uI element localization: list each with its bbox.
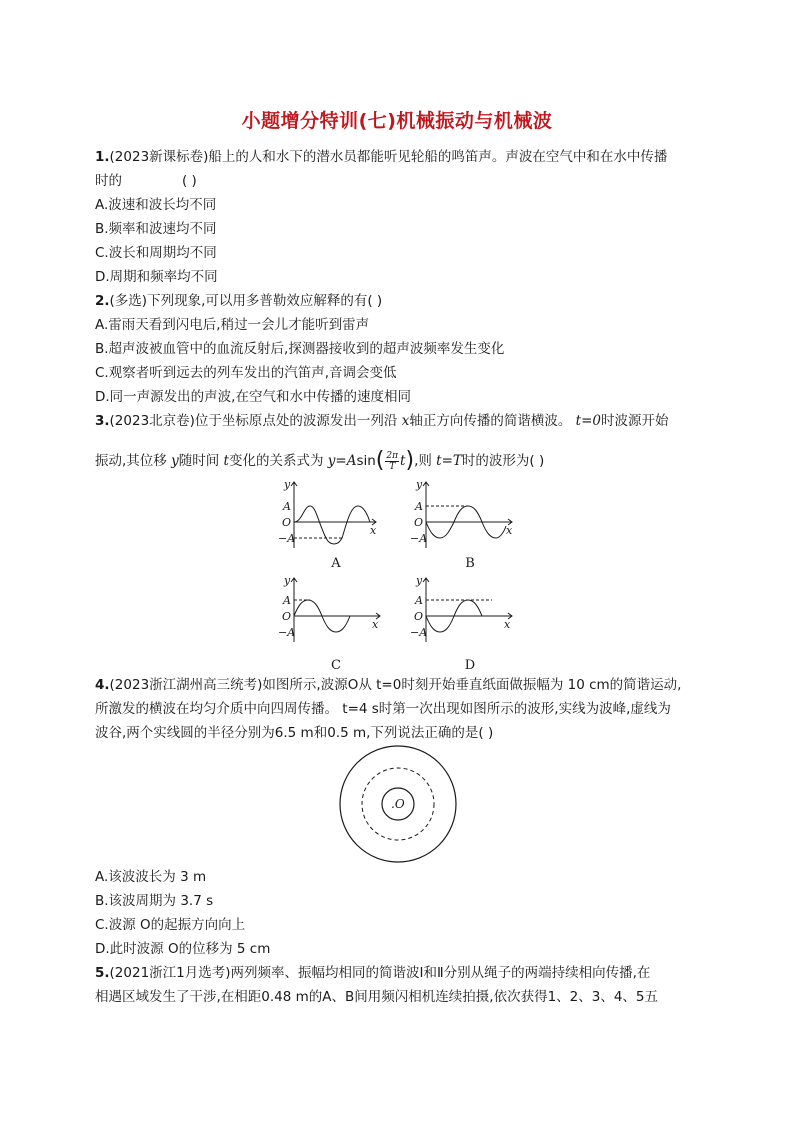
q3-graph-a — [272, 476, 392, 560]
q1-stem-b: 时的 — [95, 173, 122, 189]
q1-answer-blank: ( ) — [182, 173, 197, 189]
axis-y-label: y — [416, 478, 423, 491]
q3-formula-t: t — [400, 453, 406, 469]
amplitude-label: A — [415, 500, 423, 513]
q5-stem-line1 — [95, 964, 650, 982]
q3-var-t0: t=0 — [575, 413, 601, 429]
q3-var-x: x — [401, 413, 410, 429]
q4-option-b: B.该波周期为 3.7 s — [95, 893, 214, 909]
q1-stem-a: (2023新课标卷)船上的人和水下的潜水员都能听见轮船的鸣笛声。声波在空气中和在水中传播 — [109, 149, 668, 165]
q3-stem-line1 — [95, 412, 668, 430]
q3-formula: y=Asin( $\frac{2\pi}{T}$ t) — [327, 448, 415, 473]
q1-option-a: A.波速和波长均不同 — [95, 197, 217, 213]
q3-text: ,则 — [414, 453, 432, 469]
q3-text: 随时间 — [178, 453, 220, 469]
q1-option-d: D.周期和频率均不同 — [95, 269, 218, 285]
axis-y-label: y — [284, 478, 291, 491]
q1-number: 1. — [95, 149, 110, 165]
q3-stem-line2 — [95, 447, 544, 475]
q1-option-c: C.波长和周期均不同 — [95, 245, 217, 261]
neg-amplitude-label: −A — [278, 626, 296, 639]
axis-x-label: x — [372, 618, 379, 631]
q3-text: 时波源开始 — [600, 413, 669, 429]
q3-graph-c — [272, 572, 392, 656]
q3-text: (2023北京卷)位于坐标原点处的波源发出一列沿 — [109, 413, 398, 429]
page-title: 小题增分特训(七)机械振动与机械波 — [241, 110, 553, 132]
q4-stem-line1 — [95, 676, 681, 694]
q4-option-c: C.波源 O的起振方向向上 — [95, 917, 246, 933]
origin-label: O — [282, 610, 292, 623]
q4-wave-diagram — [336, 744, 460, 868]
q2-stem — [95, 292, 382, 310]
q4-number: 4. — [95, 677, 110, 693]
q3-var-y: y — [171, 453, 179, 469]
neg-amplitude-label: −A — [410, 626, 428, 639]
q3-caption-d: D — [464, 658, 476, 673]
axis-y-label: y — [284, 574, 291, 587]
q3-text: 轴正方向传播的简谐横波。 — [409, 413, 572, 429]
q3-text: 时的波形为( ) — [461, 453, 545, 469]
q1-stem-line2 — [95, 172, 197, 190]
q3-var-t: t — [223, 453, 229, 469]
q3-graph-b — [404, 476, 524, 560]
axis-x-label: x — [504, 618, 511, 631]
q3-number: 3. — [95, 413, 110, 429]
origin-label: O — [414, 516, 424, 529]
axis-x-label: x — [370, 524, 377, 537]
q4-option-a: A.该波波长为 3 m — [95, 869, 207, 885]
q2-option-a: A.雷雨天看到闪电后,稍过一会儿才能听到雷声 — [95, 317, 370, 333]
q3-frac-num: 2π — [386, 450, 399, 461]
q1-stem-line1 — [95, 148, 667, 166]
q3-formula-left: y=A — [327, 453, 357, 469]
q2-option-d: D.同一声源发出的声波,在空气和水中传播的速度相同 — [95, 389, 411, 405]
q3-var-tT: t=T — [436, 453, 462, 469]
q4-option-d: D.此时波源 O的位移为 5 cm — [95, 941, 271, 957]
q3-caption-c: C — [331, 658, 341, 673]
q1-option-b: B.频率和波速均不同 — [95, 221, 217, 237]
amplitude-label: A — [283, 594, 291, 607]
q4-stem-line3: 波谷,两个实线圆的半径分别为6.5 m和0.5 m,下列说法正确的是( ) — [95, 725, 494, 741]
axis-y-label: y — [416, 574, 423, 587]
q3-text: 变化的关系式为 — [228, 453, 324, 469]
q2-number: 2. — [95, 293, 110, 309]
q3-caption-a: A — [331, 556, 341, 571]
amplitude-label: A — [415, 594, 423, 607]
source-o-label: .O — [391, 797, 405, 811]
q4-text: (2023浙江湖州高三统考)如图所示,波源O从 t=0时刻开始垂直纸面做振幅为 10 cm的简谐运动, — [109, 677, 682, 693]
q3-graph-d — [404, 572, 524, 656]
q5-stem-line2: 相遇区域发生了干涉,在相距0.48 m的A、B间用频闪相机连续拍摄,依次获得1、2、3、4、5五 — [95, 989, 659, 1005]
q3-formula-sin: sin — [356, 453, 376, 469]
q5-text: (2021浙江1月选考)两列频率、振幅均相同的简谐波Ⅰ和Ⅱ分别从绳子的两端持续相向传播,在 — [109, 965, 651, 981]
q3-caption-b: B — [465, 556, 475, 571]
axis-x-label: x — [506, 524, 513, 537]
q2-option-c: C.观察者听到远去的列车发出的汽笛声,音调会变低 — [95, 365, 397, 381]
q3-formula-fraction — [385, 451, 399, 472]
q4-stem-line2: 所激发的横波在均匀介质中向四周传播。 t=4 s时第一次出现如图所示的波形,实线为波峰,虚线为 — [95, 701, 671, 717]
neg-amplitude-label: −A — [410, 532, 428, 545]
amplitude-label: A — [283, 500, 291, 513]
q2-option-b: B.超声波被血管中的血流反射后,探测器接收到的超声波频率发生变化 — [95, 341, 505, 357]
q3-text: 振动,其位移 — [95, 453, 167, 469]
origin-label: O — [282, 516, 292, 529]
neg-amplitude-label: −A — [278, 532, 296, 545]
q3-frac-den: T — [389, 461, 396, 472]
q5-number: 5. — [95, 965, 110, 981]
origin-label: O — [414, 610, 424, 623]
q2-stem-text: (多选)下列现象,可以用多普勒效应解释的有( ) — [109, 293, 383, 309]
